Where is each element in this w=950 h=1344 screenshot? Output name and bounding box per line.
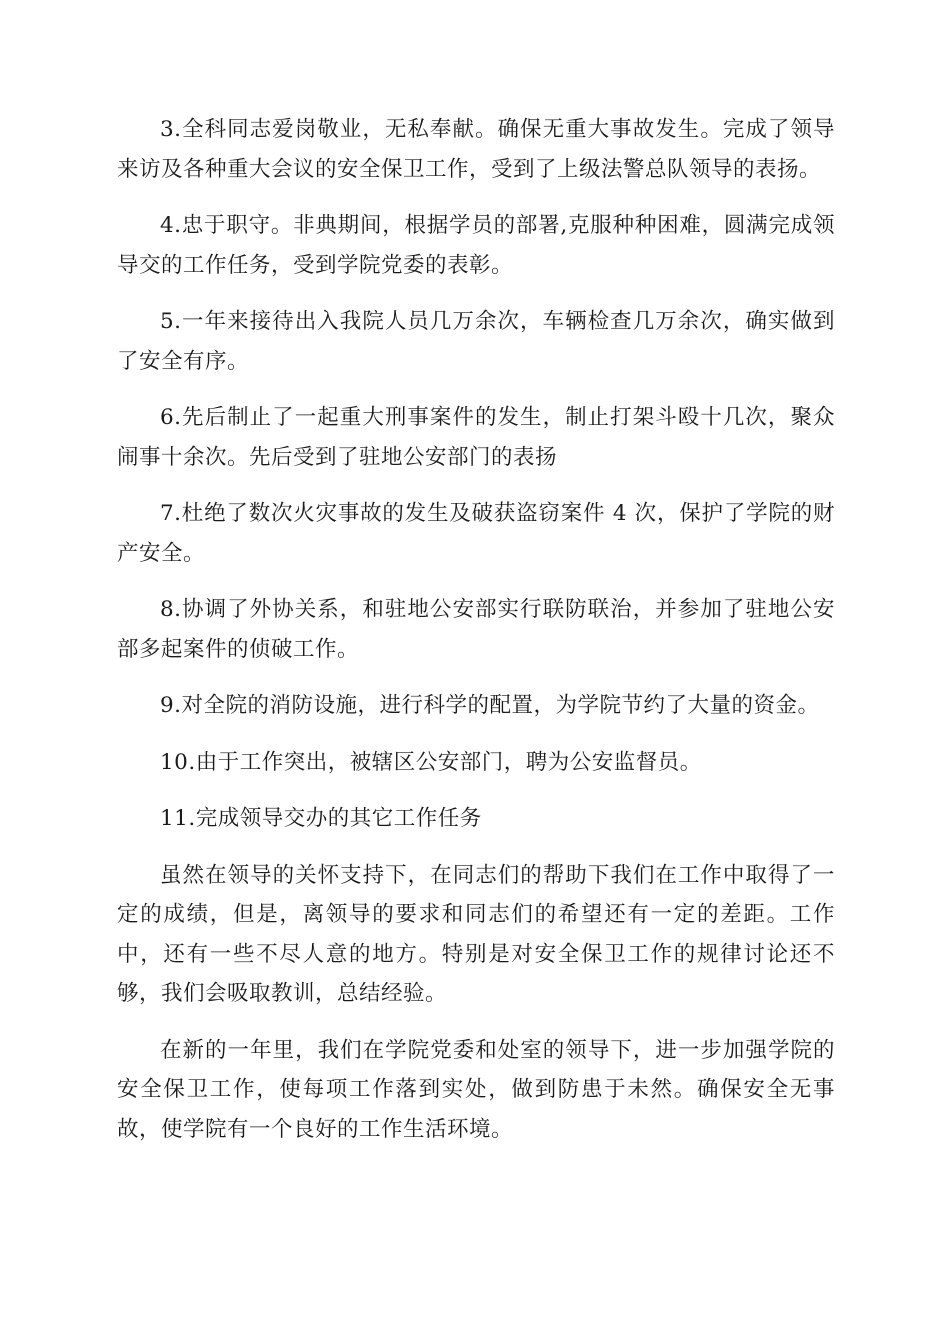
paragraph-item-11: 11.完成领导交办的其它工作任务 [160, 806, 482, 831]
paragraph-new-year-plan: 在新的一年里，我们在学院党委和处室的领导下，进一步加强学院的安全保卫工作，使每项工作落到实处，做到防患于未然。确保安全无事故，使学院有一个良好的工作生活环境。 [117, 1037, 835, 1142]
paragraph-shortcomings: 虽然在领导的关怀支持下，在同志们的帮助下我们在工作中取得了一定的成绩，但是，离领导的要求和同志们的希望还有一定的差距。工作中，还有一些不尽人意的地方。特别是对安全保卫工作的规律讨论还不够，我们会吸取教训，总结经验。 [117, 862, 835, 1006]
document-body [117, 110, 835, 1166]
paragraph-item-7: 7.杜绝了数次火灾事故的发生及破获盗窃案件 4 次，保护了学院的财产安全。 [117, 501, 835, 566]
paragraph-item-3: 3.全科同志爱岗敬业，无私奉献。确保无重大事故发生。完成了领导来访及各种重大会议的安全保卫工作，受到了上级法警总队领导的表扬。 [117, 117, 835, 182]
paragraph-item-5: 5.一年来接待出入我院人员几万余次，车辆检查几万余次，确实做到了安全有序。 [117, 309, 835, 374]
paragraph-item-6: 6.先后制止了一起重大刑事案件的发生，制止打架斗殴十几次，聚众闹事十余次。先后受到了驻地公安部门的表扬 [117, 405, 835, 470]
paragraph-item-10: 10.由于工作突出，被辖区公安部门，聘为公安监督员。 [160, 749, 702, 775]
paragraph-item-4: 4.忠于职守。非典期间，根据学员的部署,克服种种困难，圆满完成领导交的工作任务，受到学院党委的表彰。 [117, 213, 835, 278]
paragraph-item-9: 9.对全院的消防设施，进行科学的配置，为学院节约了大量的资金。 [160, 693, 820, 718]
paragraph-item-8: 8.协调了外协关系，和驻地公安部实行联防联治，并参加了驻地公安部多起案件的侦破工作。 [117, 597, 835, 662]
